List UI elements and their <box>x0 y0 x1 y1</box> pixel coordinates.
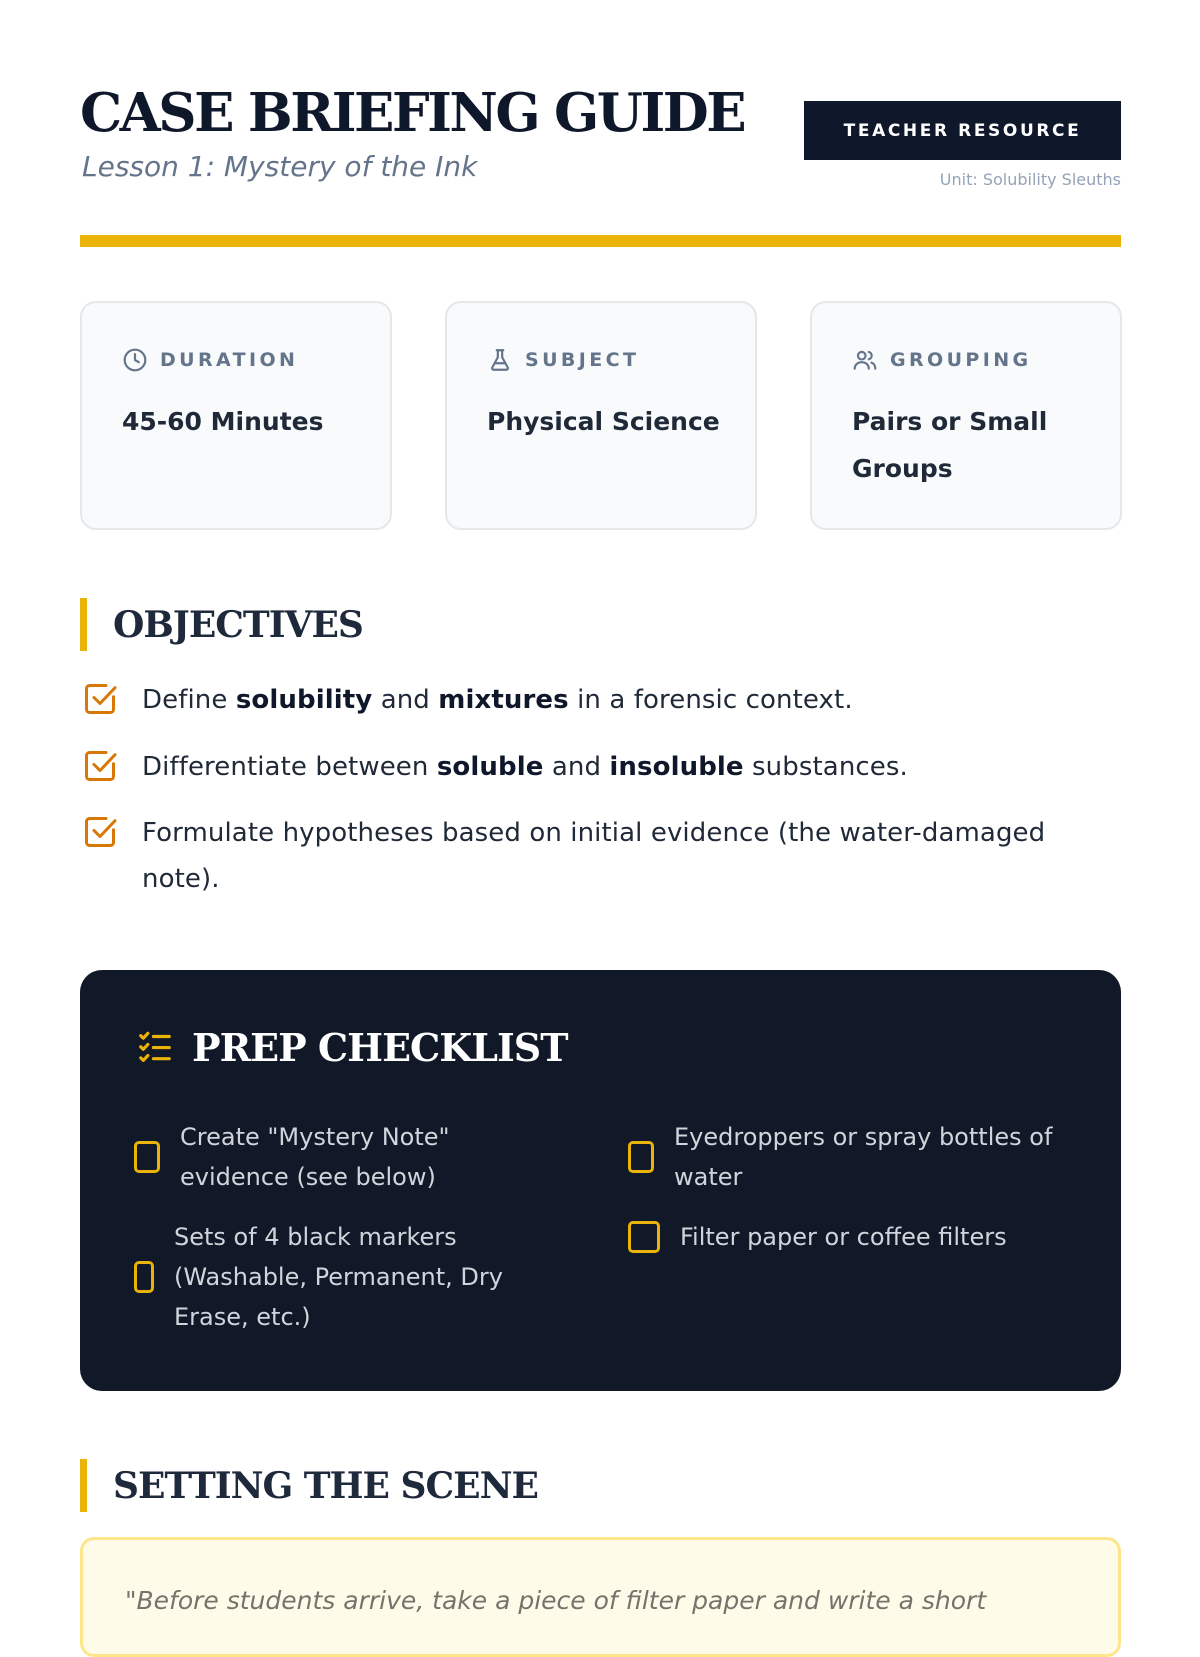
objectives-heading: OBJECTIVES <box>80 598 363 651</box>
objective-text: Differentiate between soluble and insoluble substances. <box>142 752 908 782</box>
teacher-resource-badge: TEACHER RESOURCE <box>804 101 1121 160</box>
objective-text: Define solubility and mixtures in a forensic context. <box>142 685 853 715</box>
unit-label: Unit: Solubility Sleuths <box>939 170 1121 189</box>
lesson-subtitle: Lesson 1: Mystery of the Ink <box>82 150 478 183</box>
checked-box-icon <box>82 677 118 721</box>
objective-text: Formulate hypotheses based on initial evidence (the water-damaged note). <box>142 818 1046 894</box>
objective-item <box>82 810 1122 902</box>
grouping-label: GROUPING <box>890 349 1032 371</box>
subject-card <box>445 301 757 530</box>
page-title: CASE BRIEFING GUIDE <box>80 82 745 144</box>
checkbox[interactable] <box>628 1141 654 1173</box>
duration-card-header <box>122 347 298 373</box>
prep-checklist-item[interactable] <box>628 1217 1068 1257</box>
checked-box-icon <box>82 744 118 788</box>
checkbox[interactable] <box>134 1141 160 1173</box>
duration-label: DURATION <box>160 349 299 371</box>
users-icon <box>852 347 878 373</box>
prep-checklist-item[interactable] <box>628 1117 1068 1197</box>
prep-item-text: Eyedroppers or spray bottles of water <box>674 1123 1053 1191</box>
objective-item <box>82 744 1122 790</box>
grouping-value: Pairs or Small Groups <box>852 407 1048 483</box>
prep-item-text: Create "Mystery Note" evidence (see below) <box>180 1123 450 1191</box>
setting-the-scene-heading: SETTING THE SCENE <box>80 1459 538 1512</box>
prep-checklist-panel <box>80 970 1121 1391</box>
list-checks-icon <box>136 1027 174 1069</box>
prep-checklist-item[interactable] <box>134 1117 554 1197</box>
flask-icon <box>487 347 513 373</box>
objective-item <box>82 677 1122 723</box>
checkbox[interactable] <box>628 1221 660 1253</box>
clock-icon <box>122 347 148 373</box>
subject-label: SUBJECT <box>525 349 640 371</box>
prep-checklist-item[interactable] <box>134 1217 534 1337</box>
checked-box-icon <box>82 810 118 854</box>
grouping-card <box>810 301 1122 530</box>
scene-quote: "Before students arrive, take a piece of filter paper and write a short <box>125 1586 987 1615</box>
checkbox[interactable] <box>134 1261 154 1293</box>
duration-card <box>80 301 392 530</box>
subject-value: Physical Science <box>487 407 720 436</box>
prep-item-text: Sets of 4 black markers (Washable, Permanent, Dry Erase, etc.) <box>174 1223 503 1331</box>
duration-value: 45-60 Minutes <box>122 407 324 436</box>
prep-checklist-header <box>136 1025 568 1070</box>
scene-callout <box>80 1537 1121 1657</box>
prep-item-text: Filter paper or coffee filters <box>680 1223 1007 1251</box>
grouping-card-header <box>852 347 1032 373</box>
prep-checklist-title: PREP CHECKLIST <box>192 1025 568 1070</box>
subject-card-header <box>487 347 639 373</box>
header-divider <box>80 235 1121 247</box>
